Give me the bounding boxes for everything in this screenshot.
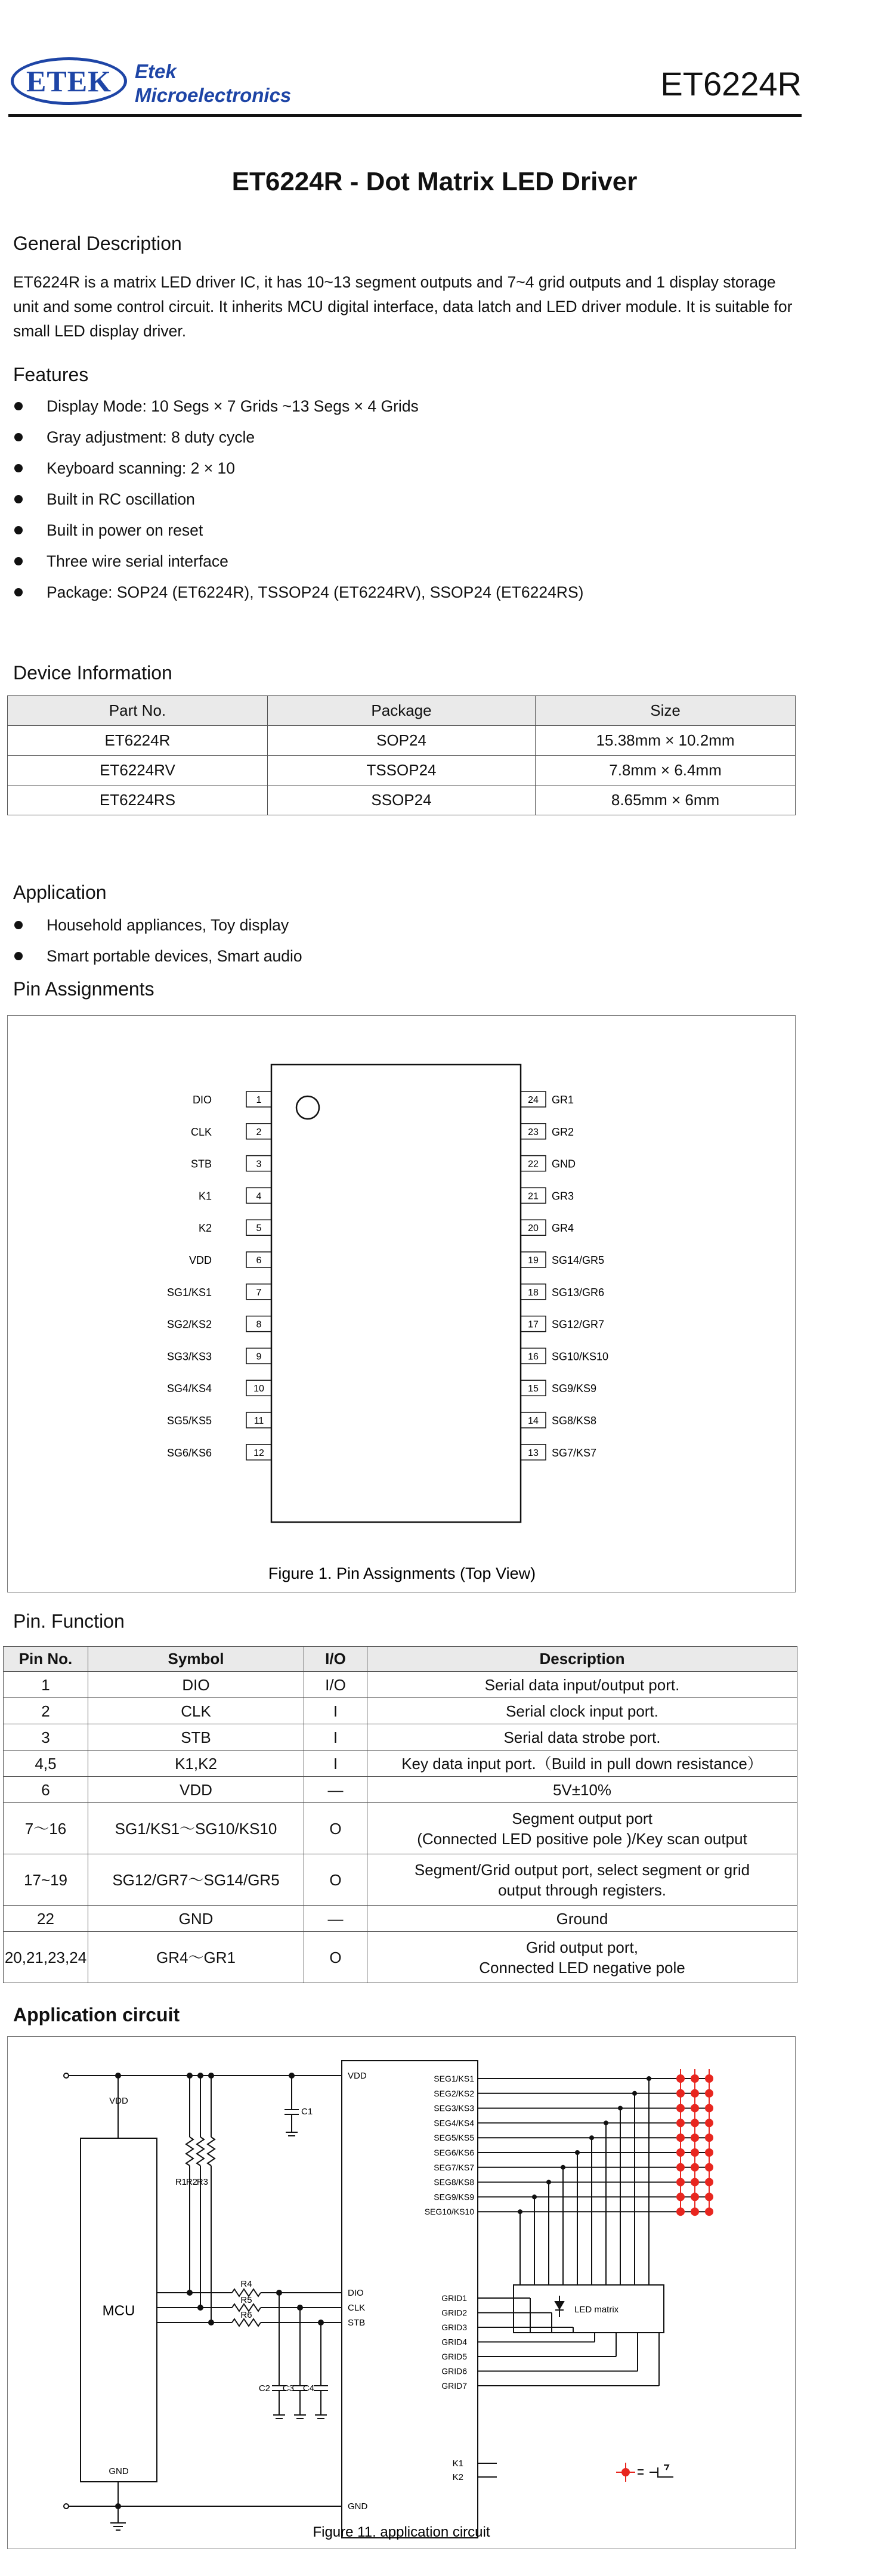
mcu-vdd-label: VDD xyxy=(109,2096,128,2106)
table-cell: 4,5 xyxy=(4,1751,88,1777)
list-item: Keyboard scanning: 2 × 10 xyxy=(13,459,583,490)
pin-number: 14 xyxy=(528,1416,539,1426)
table-cell: SG12/GR7～SG14/GR5 xyxy=(88,1854,304,1906)
table-row xyxy=(4,1751,797,1777)
app-circuit-diagram xyxy=(8,2037,795,2549)
list-item: Built in power on reset xyxy=(13,521,583,552)
led-dot-icon xyxy=(705,2192,713,2201)
ic-signal-label: DIO xyxy=(348,2288,364,2298)
table-header: I/O xyxy=(304,1647,367,1672)
table-row xyxy=(8,756,796,786)
table-cell: I xyxy=(304,1751,367,1777)
capacitor-label: C3 xyxy=(282,2383,294,2393)
table-cell: TSSOP24 xyxy=(267,756,535,786)
table-cell: CLK xyxy=(88,1698,304,1724)
pin-name: SG12/GR7 xyxy=(552,1318,605,1331)
led-dot-icon xyxy=(705,2074,713,2083)
ic-signal-label: STB xyxy=(348,2318,366,2328)
seg-pin-label: SEG2/KS2 xyxy=(434,2088,474,2098)
pin-name: CLK xyxy=(190,1125,212,1138)
pin-name: SG4/KS4 xyxy=(166,1383,212,1395)
pin-number: 1 xyxy=(256,1095,262,1105)
table-cell: GR4～GR1 xyxy=(88,1932,304,1983)
pin-number: 5 xyxy=(256,1223,262,1234)
table-cell xyxy=(367,1777,797,1803)
description-line: Serial data strobe port. xyxy=(503,1728,661,1746)
table-cell: GND xyxy=(88,1906,304,1932)
table-cell: O xyxy=(304,1932,367,1983)
pin-number: 9 xyxy=(256,1352,262,1362)
table-row xyxy=(4,1932,797,1983)
pin-name: SG8/KS8 xyxy=(552,1415,597,1427)
led-dot-icon xyxy=(691,2148,699,2157)
app-circuit-heading: Application circuit xyxy=(13,2004,180,2025)
table-cell xyxy=(367,1854,797,1906)
list-item: Smart portable devices, Smart audio xyxy=(13,947,302,978)
table-header: Pin No. xyxy=(4,1647,88,1672)
list-item: Three wire serial interface xyxy=(13,552,583,583)
pin-number: 11 xyxy=(253,1416,264,1426)
grid-pin-label: GRID5 xyxy=(441,2352,467,2361)
capacitor-label: C1 xyxy=(301,2107,313,2117)
company-name: Etek Microelectronics xyxy=(135,60,292,106)
table-cell xyxy=(367,1672,797,1698)
table-cell: SSOP24 xyxy=(267,786,535,815)
pin-name: GND xyxy=(552,1158,576,1170)
led-dot-icon xyxy=(676,2163,685,2172)
led-dot-icon xyxy=(691,2207,699,2216)
led-dot-icon xyxy=(676,2074,685,2083)
table-row xyxy=(4,1724,797,1751)
table-row xyxy=(4,1698,797,1724)
table-cell: SOP24 xyxy=(267,726,535,756)
table-row xyxy=(4,1906,797,1932)
table-cell: O xyxy=(304,1803,367,1854)
table-cell: VDD xyxy=(88,1777,304,1803)
table-row xyxy=(8,726,796,756)
table-cell xyxy=(367,1698,797,1724)
table-header: Description xyxy=(367,1647,797,1672)
led-dot-icon xyxy=(691,2163,699,2172)
app-circuit-figure xyxy=(7,2036,796,2549)
seg-pin-label: SEG8/KS8 xyxy=(434,2177,474,2187)
features-heading: Features xyxy=(13,364,89,385)
table-row xyxy=(4,1803,797,1854)
table-cell xyxy=(367,1906,797,1932)
description-line: Key data input port.（Build in pull down resistance） xyxy=(401,1754,763,1773)
features-list xyxy=(13,397,583,614)
ic-key-label: K1 xyxy=(452,2459,463,2469)
pin-name: SG5/KS5 xyxy=(166,1415,212,1427)
doc-code: ET6224R xyxy=(660,65,802,103)
table-cell: I/O xyxy=(304,1672,367,1698)
list-item: Household appliances, Toy display xyxy=(13,916,302,947)
capacitor-label: C4 xyxy=(302,2383,314,2393)
led-dot-icon xyxy=(691,2074,699,2083)
pin-name: GR1 xyxy=(552,1094,574,1106)
led-dot-icon xyxy=(705,2163,713,2172)
table-cell xyxy=(367,1932,797,1983)
table-cell: 2 xyxy=(4,1698,88,1724)
table-cell: 22 xyxy=(4,1906,88,1932)
led-dot-icon xyxy=(676,2104,685,2113)
table-cell xyxy=(367,1751,797,1777)
pin-number: 4 xyxy=(256,1191,262,1202)
table-row xyxy=(8,786,796,815)
pin-number: 8 xyxy=(256,1319,262,1330)
table-cell: 7～16 xyxy=(4,1803,88,1854)
description-line: Grid output port, xyxy=(526,1938,638,1956)
page-header xyxy=(8,51,802,117)
led-dot-icon xyxy=(676,2089,685,2098)
pin-name: DIO xyxy=(192,1094,212,1106)
pin-number: 22 xyxy=(528,1159,539,1170)
table-row xyxy=(4,1672,797,1698)
grid-pin-label: GRID4 xyxy=(441,2337,467,2347)
pin-number: 20 xyxy=(528,1223,539,1234)
list-item: Package: SOP24 (ET6224R), TSSOP24 (ET6224RV), SSOP24 (ET6224RS) xyxy=(13,583,583,614)
pin-name: GR4 xyxy=(552,1222,574,1235)
table-cell: K1,K2 xyxy=(88,1751,304,1777)
led-diode-icon xyxy=(555,2296,564,2317)
led-dot-icon xyxy=(691,2178,699,2187)
seg-pin-label: SEG7/KS7 xyxy=(434,2162,474,2172)
led-dot-icon xyxy=(705,2133,713,2142)
led-dot-icon xyxy=(676,2148,685,2157)
table-cell: 7.8mm × 6.4mm xyxy=(536,756,796,786)
mcu-label: MCU xyxy=(102,2303,135,2319)
table-header: Symbol xyxy=(88,1647,304,1672)
seg-pin-label: SEG5/KS5 xyxy=(434,2133,474,2143)
pin-number: 19 xyxy=(528,1255,539,1266)
app-circuit-caption: Figure 11. application circuit xyxy=(313,2524,490,2540)
pin-name: SG13/GR6 xyxy=(552,1286,605,1298)
led-matrix-label: LED matrix xyxy=(574,2305,619,2315)
pin-name: K1 xyxy=(198,1190,212,1202)
led-dot-icon xyxy=(676,2178,685,2187)
table-header: Part No. xyxy=(8,696,268,726)
pin-name: GR3 xyxy=(552,1190,574,1202)
seg-pin-label: SEG10/KS10 xyxy=(424,2207,474,2217)
grid-pin-label: GRID7 xyxy=(441,2381,467,2391)
table-header: Package xyxy=(267,696,535,726)
company-logo: ETEK xyxy=(11,57,127,105)
list-item: Built in RC oscillation xyxy=(13,490,583,521)
pin1-marker xyxy=(296,1096,319,1119)
table-cell: — xyxy=(304,1777,367,1803)
led-dot-icon xyxy=(676,2192,685,2201)
led-dot-icon xyxy=(691,2133,699,2142)
led-dot-icon xyxy=(691,2089,699,2098)
ic-key-label: K2 xyxy=(452,2472,463,2482)
pin-number: 21 xyxy=(528,1191,539,1202)
pin-name: GR2 xyxy=(552,1125,574,1138)
seg-pin-label: SEG4/KS4 xyxy=(434,2118,474,2128)
general-text: ET6224R is a matrix LED driver IC, it has 10~13 segment outputs and 7~4 grid outputs and 1 display storage unit and some control circuit. It inherits MCU digital interface, data latch and LED driver module. It is suitable for small LED display driver. xyxy=(13,273,793,340)
pin-name: SG14/GR5 xyxy=(552,1254,605,1266)
mcu-gnd-label: GND xyxy=(109,2466,129,2476)
description-line: output through registers. xyxy=(498,1881,666,1899)
resistor-label: R3 xyxy=(196,2177,208,2187)
description-line: Connected LED negative pole xyxy=(479,1958,685,1977)
table-cell: I xyxy=(304,1698,367,1724)
table-cell: 20,21,23,24 xyxy=(4,1932,88,1983)
table-cell: SG1/KS1～SG10/KS10 xyxy=(88,1803,304,1854)
table-cell: DIO xyxy=(88,1672,304,1698)
pin-name: SG6/KS6 xyxy=(166,1446,212,1459)
description-line: 5V±10% xyxy=(552,1780,612,1799)
pin-number: 12 xyxy=(253,1448,264,1458)
seg-pin-label: SEG3/KS3 xyxy=(434,2103,474,2113)
pin-name: SG7/KS7 xyxy=(552,1446,597,1459)
table-cell: ET6224RS xyxy=(8,786,268,815)
led-dot-icon xyxy=(676,2207,685,2216)
list-item: Gray adjustment: 8 duty cycle xyxy=(13,428,583,459)
description-line: (Connected LED positive pole )/Key scan output xyxy=(417,1829,747,1848)
ic-body xyxy=(271,1065,521,1522)
resistor-label: R4 xyxy=(240,2279,252,2289)
grid-pin-label: GRID1 xyxy=(441,2293,467,2303)
led-dot-icon xyxy=(705,2089,713,2098)
led-dot-icon xyxy=(705,2119,713,2127)
capacitor-label: C2 xyxy=(258,2383,270,2393)
pin-diagram xyxy=(8,1016,795,1592)
table-cell: ET6224R xyxy=(8,726,268,756)
seg-pin-label: SEG9/KS9 xyxy=(434,2192,474,2202)
pin-number: 10 xyxy=(253,1384,264,1394)
seg-pin-label: SEG1/KS1 xyxy=(434,2074,474,2083)
led-dot-icon xyxy=(691,2192,699,2201)
table-header: Size xyxy=(536,696,796,726)
pin-number: 2 xyxy=(256,1127,262,1137)
description-line: Ground xyxy=(556,1909,608,1928)
pin-number: 3 xyxy=(256,1159,262,1170)
pin-number: 15 xyxy=(528,1384,539,1394)
pin-name: SG3/KS3 xyxy=(166,1350,212,1363)
ic-signal-label: CLK xyxy=(348,2303,366,2313)
seg-pin-label: SEG6/KS6 xyxy=(434,2148,474,2157)
table-cell: 15.38mm × 10.2mm xyxy=(536,726,796,756)
table-cell: 17~19 xyxy=(4,1854,88,1906)
led-dot-icon xyxy=(705,2207,713,2216)
table-cell: O xyxy=(304,1854,367,1906)
pin-name: SG2/KS2 xyxy=(166,1318,212,1331)
table-cell xyxy=(367,1803,797,1854)
grid-pin-label: GRID2 xyxy=(441,2308,467,2318)
description-line: Serial data input/output port. xyxy=(484,1675,680,1694)
pin-name: K2 xyxy=(198,1222,212,1235)
pin-number: 17 xyxy=(528,1319,539,1330)
legend-led-icon xyxy=(616,2463,673,2482)
pin-number: 16 xyxy=(528,1352,539,1362)
table-row xyxy=(4,1777,797,1803)
pin-name: SG9/KS9 xyxy=(552,1383,597,1395)
ic-gnd-label: GND xyxy=(348,2501,368,2512)
table-cell: 8.65mm × 6mm xyxy=(536,786,796,815)
application-list xyxy=(13,916,302,978)
table-cell: STB xyxy=(88,1724,304,1751)
description-line: Serial clock input port. xyxy=(506,1702,658,1720)
grid-pin-label: GRID3 xyxy=(441,2323,467,2332)
description-line: Segment/Grid output port, select segment or grid xyxy=(414,1860,750,1879)
led-dot-icon xyxy=(705,2148,713,2157)
table-cell: 3 xyxy=(4,1724,88,1751)
pin-name: STB xyxy=(190,1158,212,1170)
table-cell xyxy=(367,1724,797,1751)
resistor-label: R5 xyxy=(240,2295,252,2305)
application-heading: Application xyxy=(13,882,107,903)
ic-vdd-label: VDD xyxy=(348,2071,367,2081)
table-cell: — xyxy=(304,1906,367,1932)
list-item: Display Mode: 10 Segs × 7 Grids ~13 Segs × 4 Grids xyxy=(13,397,583,428)
page-title: ET6224R - Dot Matrix LED Driver xyxy=(231,167,638,196)
led-dot-icon xyxy=(676,2119,685,2127)
description-line: Segment output port xyxy=(512,1809,652,1827)
led-dot-icon xyxy=(705,2178,713,2187)
pin-number: 6 xyxy=(256,1255,262,1266)
pin-assign-caption: Figure 1. Pin Assignments (Top View) xyxy=(268,1564,536,1582)
resistor-label: R2 xyxy=(185,2177,197,2187)
led-dot-icon xyxy=(676,2133,685,2142)
pin-function-table xyxy=(3,1646,797,1983)
device-info-table xyxy=(7,695,796,815)
pin-name: SG10/KS10 xyxy=(552,1350,609,1363)
table-cell: 1 xyxy=(4,1672,88,1698)
pin-number: 18 xyxy=(528,1287,539,1298)
led-dot-icon xyxy=(705,2104,713,2113)
pin-name: VDD xyxy=(188,1254,212,1266)
resistor-label: R6 xyxy=(240,2310,252,2320)
device-info-heading: Device Information xyxy=(13,662,172,684)
resistor-label: R1 xyxy=(175,2177,187,2187)
pin-number: 7 xyxy=(256,1287,262,1298)
general-heading: General Description xyxy=(13,233,182,254)
table-cell: I xyxy=(304,1724,367,1751)
grid-pin-label: GRID6 xyxy=(441,2366,467,2376)
pin-number: 24 xyxy=(528,1095,539,1105)
led-dot-icon xyxy=(691,2119,699,2127)
pin-assign-figure xyxy=(7,1015,796,1592)
pin-number: 13 xyxy=(528,1448,539,1458)
table-cell: 6 xyxy=(4,1777,88,1803)
pin-name: SG1/KS1 xyxy=(166,1286,212,1298)
pin-function-heading: Pin. Function xyxy=(13,1610,125,1632)
led-dot-icon xyxy=(691,2104,699,2113)
pin-number: 23 xyxy=(528,1127,539,1137)
table-row xyxy=(4,1854,797,1906)
table-cell: ET6224RV xyxy=(8,756,268,786)
pin-assign-heading: Pin Assignments xyxy=(13,978,154,1000)
